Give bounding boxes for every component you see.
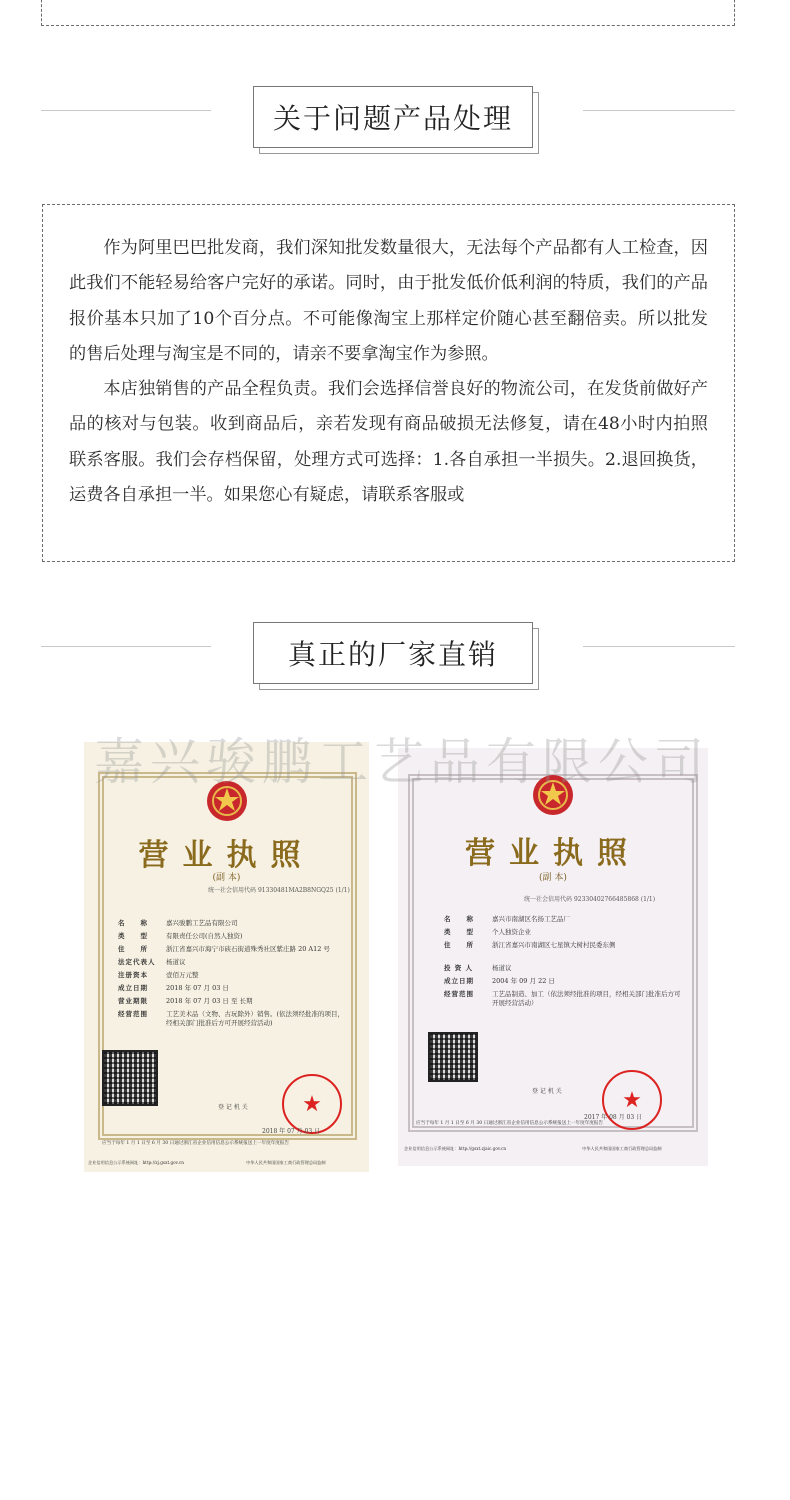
field-value: 壹佰万元整 xyxy=(166,971,199,979)
registrar-label: 登 记 机 关 xyxy=(532,1088,562,1095)
credit-code-label: 统一社会信用代码 xyxy=(208,887,257,894)
field-value: 杨道议 xyxy=(166,958,186,966)
issuer-label: 中华人民共和国国家工商行政管理总局监制 xyxy=(246,1160,326,1165)
field-key: 投 资 人 xyxy=(444,964,474,972)
issuer-label: 中华人民共和国国家工商行政管理总局监制 xyxy=(582,1146,662,1151)
field-row xyxy=(118,957,348,970)
field-value: 杨道议 xyxy=(492,964,512,972)
license-fields xyxy=(118,918,348,1031)
field-value: 2004 年 09 月 22 日 xyxy=(492,977,555,985)
title-rule-right-2 xyxy=(583,646,735,647)
system-site: 企业信用信息公示系统网址：http://gsxt.zjaic.gov.cn xyxy=(404,1146,507,1151)
field-row xyxy=(444,940,684,953)
field-key: 名 称 xyxy=(118,919,148,927)
field-key: 营业期限 xyxy=(118,997,148,1005)
field-row xyxy=(118,1009,348,1031)
previous-section-frame xyxy=(41,0,735,26)
field-key: 经营范围 xyxy=(118,1010,148,1018)
field-key: 成立日期 xyxy=(118,984,148,992)
policy-paragraph-1: 作为阿里巴巴批发商，我们深知批发数量很大，无法每个产品都有人工检查，因此我们不能轻易给客户完好的承诺。同时，由于批发低价低利润的特质，我们的产品报价基本只加了10个百分点。不可能像淘宝上那样定价随心甚至翻倍卖。所以批发的售后处理与淘宝是不同的，请亲不要拿淘宝作为参照。 xyxy=(69,238,708,364)
field-value: 浙江省嘉兴市南湖区七星镇大树村民委东侧 xyxy=(492,941,616,949)
section-title-factory-direct: 真正的厂家直销 xyxy=(253,622,533,684)
issue-date: 2018 年 07 月 03 日 xyxy=(262,1128,321,1135)
license-title: 营业执照 xyxy=(465,836,641,871)
field-value: 浙江省嘉兴市海宁市硖石街道殊秀社区紫庄路 20 A12 号 xyxy=(166,945,330,953)
credit-code-value: 92330402766485868 (1/1) xyxy=(573,896,656,903)
title-rule-left xyxy=(41,110,211,111)
title-rule-right xyxy=(583,110,735,111)
field-row xyxy=(444,927,684,940)
field-row xyxy=(118,918,348,931)
field-key: 注册资本 xyxy=(118,971,148,979)
license-title: 营业执照 xyxy=(138,838,315,873)
business-license-left xyxy=(84,742,369,1172)
title-rule-left-2 xyxy=(41,646,211,647)
field-row xyxy=(444,976,684,989)
license-fields xyxy=(444,914,684,1011)
policy-text-box xyxy=(42,204,735,562)
credit-code-label: 统一社会信用代码 xyxy=(524,896,573,903)
field-row xyxy=(444,989,684,1011)
field-value: 有限责任公司(自然人独资) xyxy=(166,932,243,940)
field-key: 名 称 xyxy=(444,915,474,923)
license-copy-label: (副 本) xyxy=(212,873,241,883)
field-key: 类 型 xyxy=(444,928,474,936)
field-row xyxy=(444,963,684,976)
field-value: 工艺美术品（文物、古玩除外）销售。(依法须经批准的项目，经相关部门批准后方可开展经营活动) xyxy=(166,1010,345,1027)
official-seal-icon: ★ xyxy=(282,1074,342,1134)
field-row xyxy=(118,944,348,957)
field-value: 2018 年 07 月 03 日 至 长期 xyxy=(166,997,253,1005)
field-row xyxy=(118,983,348,996)
policy-paragraph-2: 本店独销售的产品全程负责。我们会选择信誉良好的物流公司，在发货前做好产品的核对与包装。收到商品后，亲若发现有商品破损无法修复，请在48小时内拍照联系客服。我们会存档保留，处理方式可选择：1.各自承担一半损失。2.退回换货，运费各自承担一半。如果您心有疑虑，请联系客服或 xyxy=(69,379,708,506)
field-key: 类 型 xyxy=(118,932,148,940)
field-row xyxy=(444,914,684,927)
field-row xyxy=(118,996,348,1009)
field-value: 工艺品制造、加工（依法须经批准的项目，经相关部门批准后方可开展经营活动） xyxy=(492,990,681,1007)
business-license-right xyxy=(398,748,708,1166)
field-value: 2018 年 07 月 03 日 xyxy=(166,984,229,992)
credit-code xyxy=(524,894,655,903)
field-key: 法定代表人 xyxy=(118,958,156,966)
field-key: 经营范围 xyxy=(444,990,474,998)
credit-code xyxy=(208,885,350,894)
issue-date: 2017 年 08 月 03 日 xyxy=(584,1114,643,1121)
company-watermark: 嘉兴骏鹏工艺品有限公司 xyxy=(94,733,710,791)
field-value: 个人独资企业 xyxy=(492,928,531,936)
field-row xyxy=(118,931,348,944)
registrar-label: 登 记 机 关 xyxy=(218,1104,248,1111)
field-key: 住 所 xyxy=(118,945,148,953)
field-value: 嘉兴骏鹏工艺品有限公司 xyxy=(166,919,238,927)
credit-code-value: 91330481MA2B8NGQ25 (1/1) xyxy=(257,887,350,894)
annual-report-notice: 应当于每年 1 月 1 日至 6 月 30 日通过浙江省企业信用信息公示系统报送上一年度年度报告 xyxy=(416,1121,604,1126)
qr-code-icon xyxy=(102,1050,158,1106)
field-key: 成立日期 xyxy=(444,977,474,985)
license-copy-label: (副 本) xyxy=(539,873,567,883)
system-site: 企业信用信息公示系统网址：http://zj.gsxt.gov.cn xyxy=(88,1160,184,1165)
section-title-problem-handling: 关于问题产品处理 xyxy=(253,86,533,148)
official-seal-icon: ★ xyxy=(602,1070,662,1130)
annual-report-notice: 应当于每年 1 月 1 日至 6 月 30 日通过浙江省企业信用信息公示系统报送上一年度年度报告 xyxy=(102,1141,290,1146)
field-row xyxy=(118,970,348,983)
qr-code-icon xyxy=(428,1032,478,1082)
field-value: 嘉兴市南湖区名扬工艺品厂 xyxy=(492,915,570,923)
field-key: 住 所 xyxy=(444,941,474,949)
